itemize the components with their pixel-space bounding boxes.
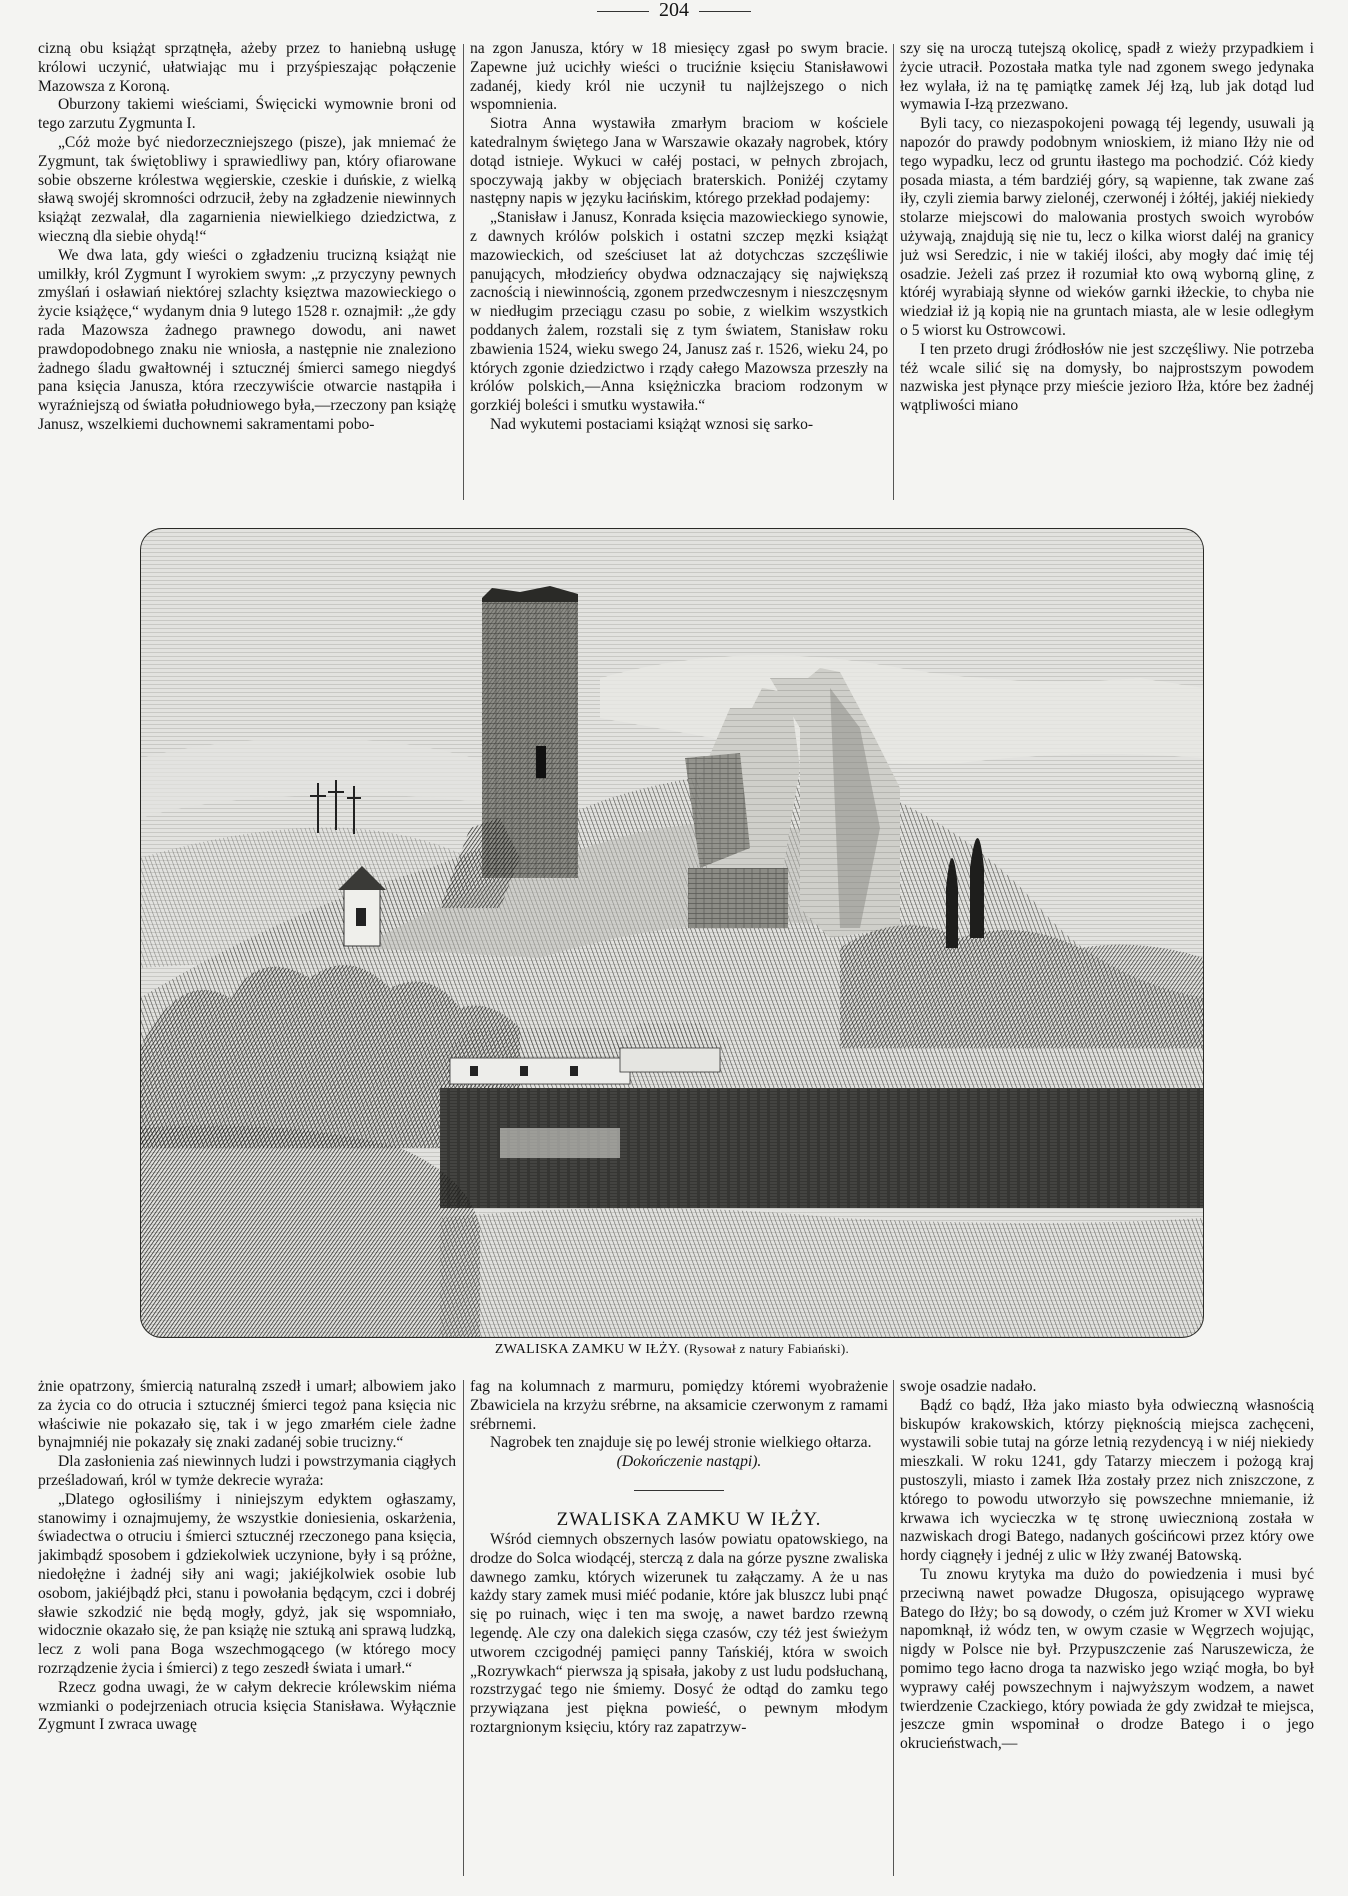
paragraph: „Dlatego ogłosiliśmy i niniejszym edyktem ogłaszamy, stanowimy i oznajmujemy, że wszystkie doniesienia, oskarżenia, świadectwa o otruciu i śmierci sztucznéj rzeczonego pana księcia, jakimbądź sposobem i gdziekolwiek uczynione, były i są próżne, niedołężne i żadnéj siły ani wagi; jakiéjkolwiek osobie lub osobom, jakiéjbądź płci, stanu i powołania będącym, czci i dobréj sławie szkodzić nie będą mogły, gdyż, jak się wspomniało, widocznie okazało się, że pan książę nie sztuką ani sprawą ludzką, lecz z woli pana Boga wszechmogącego (w którego mocy rozrządzenie życia i śmierci) z tego zeszedł świata i umarł.“: [38, 1490, 456, 1677]
column-divider: [463, 44, 464, 500]
paragraph: Nagrobek ten znajduje się po lewéj stronie wielkiego ołtarza.: [490, 1434, 872, 1452]
paragraph: Byli tacy, co niezaspokojeni powagą téj legendy, usuwali ją napozór do prawdy podobnym wnioskiem, iż miano Iłży nie od tego wypadku, lecz od gruntu iłastego ma pochodzić. Cóż kiedy posada miasta, a tém bardziéj góry, są wapienne, tak zwane zaś iły, czyli ziemia barwy zielonéj, czerwonéj i żółtéj, jakiéj niekiedy stolarze miejscowi do malowania prostych swoich wyrobów używają, znajdują się nie tu, lecz o kilka wiorst daléj na granicy już wsi Seredzic, i nie w takiéj ilości, aby mogły dać imię téj osadzie. Jeżeli zaś przez ił rozumiał kto ową wyborną glinę, z któréj wyrabiają słynne od wieków garnki iłżeckie, to chyba nie wiedział iż ją kopią nie na gruntach miasta, ale w lesie odległym o 5 wiorst ku Ostrowcowi.: [900, 115, 1314, 339]
paragraph: swoje osadzie nadało.: [900, 1378, 1037, 1395]
paragraph: szy się na uroczą tutejszą okolicę, spadł z wieży przypadkiem i życie utracił. Pozostała matka tyle nad zgonem swego jedynaka łez wylała, iż na tę pamiątkę zamek Jéj łzą, lub jak dotąd lud wymawia I-łzą przezwano.: [900, 40, 1314, 114]
paragraph: Rzecz godna uwagi, że w całym dekrecie królewskim niéma wzmianki o podejrzeniach otrucia księcia Stanisława. Wyłącznie Zygmunt I zwraca uwagę: [38, 1678, 456, 1734]
paragraph: Bądź co bądź, Iłża jako miasto była odwieczną własnością biskupów krakowskich, którzy pięknością miejsca zachęceni, wystawili sobie tutaj na górze letnią rezydencyą i w niéj niekiedy mieszkali. W roku 1241, gdy Tatarzy mieczem i pożogą kraj pustoszyli, miasto i zamek Iłża zostały przez nich zniszczone, z którego to powodu utworzyło się powszechne mniemanie, iż krwawa ich wycieczka w tę stronę uwiecznioną została w nazwiskach drogi Batego, nadanych gościńcowi przez który owe hordy ciągnęły i jednéj z ulic w Iłży zwanéj Batowską.: [900, 1396, 1314, 1565]
paragraph: fag na kolumnach z marmuru, pomiędzy któremi wyobrażenie Zbawiciela na krzyżu srébrne, na aksamicie czerwonym z ramami srébrnemi.: [470, 1378, 888, 1433]
paragraph: cizną obu książąt sprzątnęła, ażeby przez to haniebną usługę królowi uczynić, ułatwiając mu i przyśpieszając połączenie Mazowsza z Koroną.: [38, 40, 456, 95]
paragraph: I ten przeto drugi źródłosłów nie jest szczęśliwy. Nie potrzeba téż wcale silić się na domysły, bo najprostszym powodem nazwiska jest płynące przy mieście jezioro Iłża, które bez żadnéj wątpliwości miano: [900, 340, 1314, 415]
paragraph: Siotra Anna wystawiła zmarłym braciom w kościele katedralnym świętego Jana w Warszawie okazały nagrobek, który dotąd istnieje. Wykuci w całéj postaci, w pełnych zbrojach, spoczywają jakby w objęciach braterskich. Poniżéj czytamy następny napis w języku łacińskim, którego przekład podajemy:: [470, 115, 888, 208]
section-separator: [634, 1490, 724, 1491]
illustration-caption: [140, 1341, 1204, 1358]
article-title: ZWALISKA ZAMKU W IŁŻY.: [556, 1508, 822, 1530]
column-divider: [893, 1380, 894, 1876]
paragraph: na zgon Janusza, który w 18 miesięcy zgasł po swym bracie. Zapewne już ucichły wieści o truciźnie księciu Stanisławowi zadanéj, kiedy król nie uczynił tu najlżejszego o nich wspomnienia.: [470, 40, 888, 114]
top-column-3: [900, 40, 1314, 502]
continuation-note: (Dokończenie nastąpi).: [616, 1453, 762, 1471]
page-number: [0, 0, 1348, 20]
page-number-rule-left: [597, 11, 649, 12]
column-divider: [893, 44, 894, 500]
paragraph: „Stanisław i Janusz, Konrada księcia mazowieckiego synowie, z dawnych królów polskich i ostatni szczep męzki książąt mazowieckich, od sześciuset lat aż dotychczas szczęśliwie panujących, młodzieńcy obydwa odznaczający się największą zacnością i niewinnością, zgonem przedwczesnym i nieszczęsnym w niedługim przeciągu czasu po sobie, z wielkim wszystkich poddanych żalem, rozstali się z tym światem, Stanisław roku zbawienia 1524, wieku swego 24, Janusz zaś r. 1526, wieku 24, po których zgonie dziedzictwo i rządy całego Mazowsza przeszły na królów polskich,—Anna księżniczka braciom rodzonym w gorzkiéj boleści i smutku wystawiła.“: [470, 209, 888, 415]
top-column-2: [470, 40, 888, 502]
page-number-rule-right: [699, 11, 751, 12]
bottom-column-2: [470, 1378, 888, 1878]
page-number-text: 204: [659, 0, 689, 21]
paragraph: We dwa lata, gdy wieści o zgładzeniu trucizną książąt nie umilkły, król Zygmunt I wyrokiem swym: „z przyczyny pewnych zmyślań i osławiań niektórej szlachty księztwa mazowieckiego o życie książęce,“ wydanym dnia 9 lutego 1528 r. oznajmił: „że gdy rada Mazowsza żadnego prawnego dowodu, ani nawet prawdopodobnego znaku nie wniosła, a następnie nie znaleziono żadnego śladu gwałtownéj i sztucznéj śmierci samego niegdyś pana księcia Janusza, która rzeczywiście otwarcie nastąpiła i wyraźniejszą od światła południowego była,—rzeczony pan książę Janusz, wszelkiemi duchownemi sakramentami pobo-: [38, 246, 456, 433]
top-column-1: [38, 40, 456, 502]
castle-ruins-engraving: [140, 528, 1204, 1338]
paragraph: Nad wykutemi postaciami książąt wznosi się sarko-: [490, 415, 814, 433]
paragraph: Wśród ciemnych obszernych lasów powiatu opatowskiego, na drodze do Solca wiodącéj, sterczą z dala na górze pyszne zwaliska dawnego zamku, których wizerunek tu załączamy. A że u nas każdy stary zamek musi miéć podanie, które jak bluszcz lubi pnąć się po ruinach, więc i ten ma swoję, a nawet bardzo rzewną legendę. Ale czy ona dalekich sięga czasów, czy téż jest świeżym utworem czcigodnéj pamięci panny Tańskiéj, która w swoich „Rozrywkach“ pierwsza ją spisała, jakoby z ust ludu podsłuchaną, rozstrzygać tego nie śmiemy. Dosyć że odtąd do zamku tego przywiązana jest piękna powieść, o pewnym młodym roztargnionym księciu, który raz zapatrzyw-: [470, 1530, 888, 1736]
bottom-column-3: [900, 1378, 1314, 1878]
bottom-column-1: [38, 1378, 456, 1878]
paragraph: „Cóż może być niedorzeczniejszego (pisze), jak mniemać że Zygmunt, tak świętobliwy i sprawiedliwy pan, który ofiarowane sobie obszerne królestwa węgierskie, czeskie i duńskie, z wielką sławą swojéj skromności odrzucił, żeby na zgładzenie niewinnych książąt zezwalał, dla zagarnienia niewielkiego dziedzictwa, z wieczną dla siebie ohydą!“: [38, 133, 456, 245]
caption-title: ZWALISKA ZAMKU W IŁŻY.: [494, 1342, 681, 1357]
paragraph: Dla zasłonienia zaś niewinnych ludzi i powstrzymania ciągłych prześladowań, król w tymże dekrecie wyraża:: [38, 1453, 456, 1489]
caption-credit: (Rysował z natury Fabiański).: [684, 1341, 850, 1356]
column-divider: [463, 1380, 464, 1876]
paragraph: Tu znowu krytyka ma dużo do powiedzenia i musi być przeciwną nawet powadze Długosza, opisującego wyprawę Batego do Iłży; bo są dowody, o czém już Kromer w XVI wieku napomknął, iż wódz ten, w owym czasie w Węgrzech wojując, nigdy w Polsce nie był. Przypuszczenie zaś Naruszewicza, że pomimo tego łacno droga ta nazwisko jego wziąć mogła, bo był wyprawy całéj powszechnym i najwyższym wodzem, a nawet twierdzenie Czackiego, który powiada że gdy zwidzał te miejsca, jeszcze gmin wspominał o drodze Batego i o jego okrucieństwach,—: [900, 1565, 1314, 1753]
paragraph: Oburzony takiemi wieściami, Święcicki wymownie broni od tego zarzutu Zygmunta I.: [38, 96, 456, 133]
paragraph: żnie opatrzony, śmiercią naturalną zszedł i umarł; albowiem jako za życia co do otrucia i sztucznéj śmierci tegoż pana księcia nic właściwie nie pokazało się, tak i w jego zmarłém ciele żadne bynajmniéj nie pokazały się znaki zadanéj sobie trucizny.“: [38, 1378, 456, 1452]
